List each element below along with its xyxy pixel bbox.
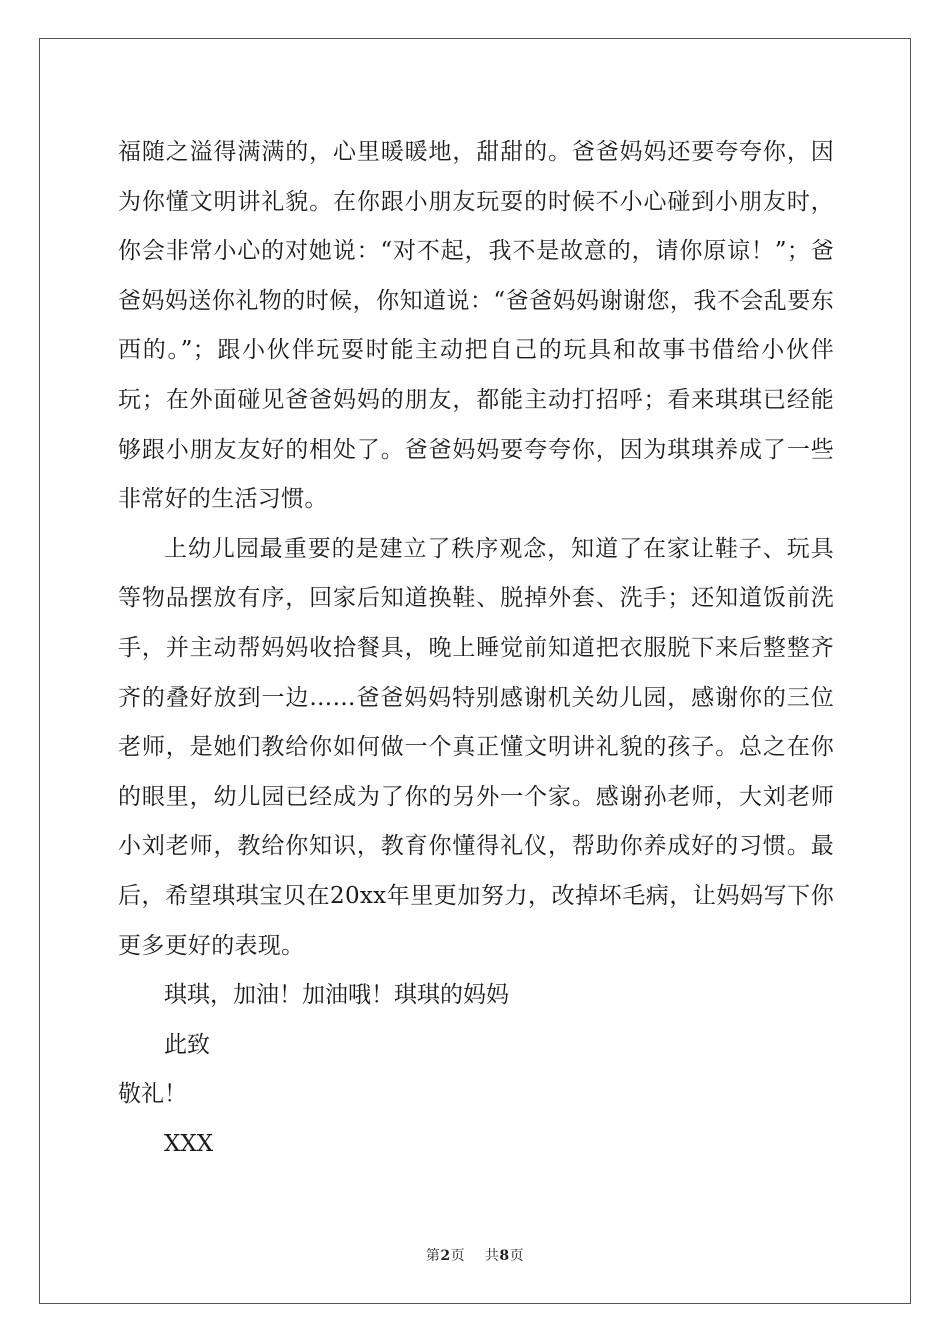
footer-total-pages: 8: [499, 1248, 510, 1264]
footer-total-prefix: 共: [484, 1248, 500, 1264]
paragraph-2: 上幼儿园最重要的是建立了秩序观念，知道了在家让鞋子、玩具等物品摆放有序，回家后知道换鞋、脱掉外套、洗手；还知道饭前洗手，并主动帮妈妈收拾餐具，晚上睡觉前知道把衣服脱下来后整整齐齐的叠好放到一边……爸爸妈妈特别感谢机关幼儿园，感谢你的三位老师，是她们教给你如何做一个真正懂文明讲礼貌的孩子。总之在你的眼里，幼儿园已经成为了你的另外一个家。感谢孙老师，大刘老师小刘老师，教给你知识，教育你懂得礼仪，帮助你养成好的习惯。最后，希望琪琪宝贝在20xx年里更加努力，改掉坏毛病，让妈妈写下你更多更好的表现。: [118, 535, 834, 959]
closing-regards: 敬礼！: [118, 1081, 187, 1108]
signature: XXX: [164, 1130, 214, 1157]
footer-prefix: 第: [425, 1248, 441, 1264]
page-footer: [0, 1245, 950, 1265]
document-body: [118, 128, 834, 1169]
footer-page-number: 2: [440, 1248, 451, 1264]
sign-line: 琪琪，加油！加油哦！琪琪的妈妈: [164, 982, 509, 1009]
paragraph-1: 福随之溢得满满的，心里暖暖地，甜甜的。爸爸妈妈还要夸夸你，因为你懂文明讲礼貌。在你跟小朋友玩耍的时候不小心碰到小朋友时，你会非常小心的对她说：“对不起，我不是故意的，请你原谅！”；爸爸妈妈送你礼物的时候，你知道说：“爸爸妈妈谢谢您，我不会乱要东西的。”；跟小伙伴玩耍时能主动把自己的玩具和故事书借给小伙伴玩；在外面碰见爸爸妈妈的朋友，都能主动打招呼；看来琪琪已经能够跟小朋友友好的相处了。爸爸妈妈要夸夸你，因为琪琪养成了一些非常好的生活习惯。: [118, 139, 834, 513]
closing-salutation: 此致: [164, 1031, 210, 1058]
footer-page-unit: 页: [450, 1248, 466, 1264]
footer-total-unit: 页: [509, 1248, 525, 1264]
